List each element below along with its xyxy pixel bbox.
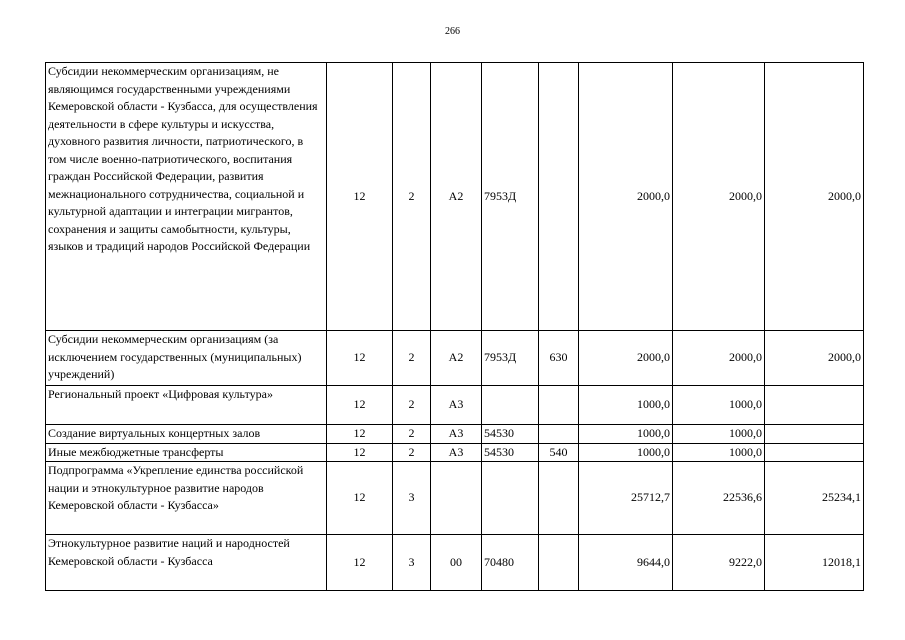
row-name: Этнокультурное развитие наций и народностей Кемеровской области - Кузбасса	[46, 535, 327, 591]
expense-type-code	[539, 535, 579, 591]
expense-type-code: 540	[539, 443, 579, 462]
amount-year-1: 1000,0	[579, 386, 673, 425]
table-row	[46, 535, 864, 591]
table-row	[46, 443, 864, 462]
direction-code	[482, 386, 539, 425]
row-name: Субсидии некоммерческим организациям, не являющимся государственными учреждениями Кемеровской области - Кузбасса, для осуществления деятельности в сфере культуры и искусства, духовного развития личности, патриотического, в том числе военно-патриотического, воспитания граждан Российской Федерации, развития межнационального сотрудничества, социальной и культурной адаптации и интеграции мигрантов, сохранения и защиты самобытности, культуры, языков и традиций народов Российской Федерации	[46, 63, 327, 331]
amount-year-2: 22536,6	[673, 462, 765, 535]
program-code	[431, 462, 482, 535]
amount-year-3	[765, 443, 864, 462]
program-code: А3	[431, 386, 482, 425]
section-code: 12	[327, 443, 393, 462]
row-name: Подпрограмма «Укрепление единства российской нации и этнокультурное развитие народов Кемеровской области - Кузбасса»	[46, 462, 327, 535]
direction-code: 54530	[482, 425, 539, 444]
amount-year-2: 9222,0	[673, 535, 765, 591]
subsection-code: 2	[393, 331, 431, 386]
subsection-code: 3	[393, 462, 431, 535]
amount-year-3	[765, 386, 864, 425]
amount-year-3: 2000,0	[765, 331, 864, 386]
amount-year-1: 2000,0	[579, 331, 673, 386]
section-code: 12	[327, 535, 393, 591]
amount-year-3: 2000,0	[765, 63, 864, 331]
subsection-code: 2	[393, 63, 431, 331]
program-code: 00	[431, 535, 482, 591]
amount-year-2: 1000,0	[673, 443, 765, 462]
section-code: 12	[327, 331, 393, 386]
table-row	[46, 63, 864, 331]
section-code: 12	[327, 462, 393, 535]
program-code: А3	[431, 425, 482, 444]
amount-year-2: 1000,0	[673, 386, 765, 425]
row-name: Создание виртуальных концертных залов	[46, 425, 327, 444]
section-code: 12	[327, 425, 393, 444]
table-row	[46, 425, 864, 444]
expense-type-code	[539, 63, 579, 331]
subsection-code: 2	[393, 443, 431, 462]
program-code: А2	[431, 331, 482, 386]
amount-year-2: 2000,0	[673, 331, 765, 386]
table-row	[46, 331, 864, 386]
table-row	[46, 386, 864, 425]
amount-year-1: 25712,7	[579, 462, 673, 535]
direction-code: 54530	[482, 443, 539, 462]
table-row	[46, 462, 864, 535]
expense-type-code	[539, 425, 579, 444]
page-number: 266	[445, 26, 460, 37]
amount-year-1: 2000,0	[579, 63, 673, 331]
amount-year-3	[765, 425, 864, 444]
amount-year-1: 9644,0	[579, 535, 673, 591]
section-code: 12	[327, 386, 393, 425]
subsection-code: 3	[393, 535, 431, 591]
section-code: 12	[327, 63, 393, 331]
program-code: А2	[431, 63, 482, 331]
row-name: Иные межбюджетные трансферты	[46, 443, 327, 462]
program-code: А3	[431, 443, 482, 462]
direction-code: 7953Д	[482, 63, 539, 331]
subsection-code: 2	[393, 425, 431, 444]
amount-year-2: 2000,0	[673, 63, 765, 331]
direction-code	[482, 462, 539, 535]
row-name: Региональный проект «Цифровая культура»	[46, 386, 327, 425]
amount-year-2: 1000,0	[673, 425, 765, 444]
direction-code: 70480	[482, 535, 539, 591]
expense-type-code	[539, 386, 579, 425]
amount-year-3: 25234,1	[765, 462, 864, 535]
direction-code: 7953Д	[482, 331, 539, 386]
row-name: Субсидии некоммерческим организациям (за исключением государственных (муниципальных) учреждений)	[46, 331, 327, 386]
expense-type-code: 630	[539, 331, 579, 386]
amount-year-1: 1000,0	[579, 443, 673, 462]
expense-type-code	[539, 462, 579, 535]
amount-year-3: 12018,1	[765, 535, 864, 591]
amount-year-1: 1000,0	[579, 425, 673, 444]
subsection-code: 2	[393, 386, 431, 425]
budget-table	[45, 62, 864, 591]
